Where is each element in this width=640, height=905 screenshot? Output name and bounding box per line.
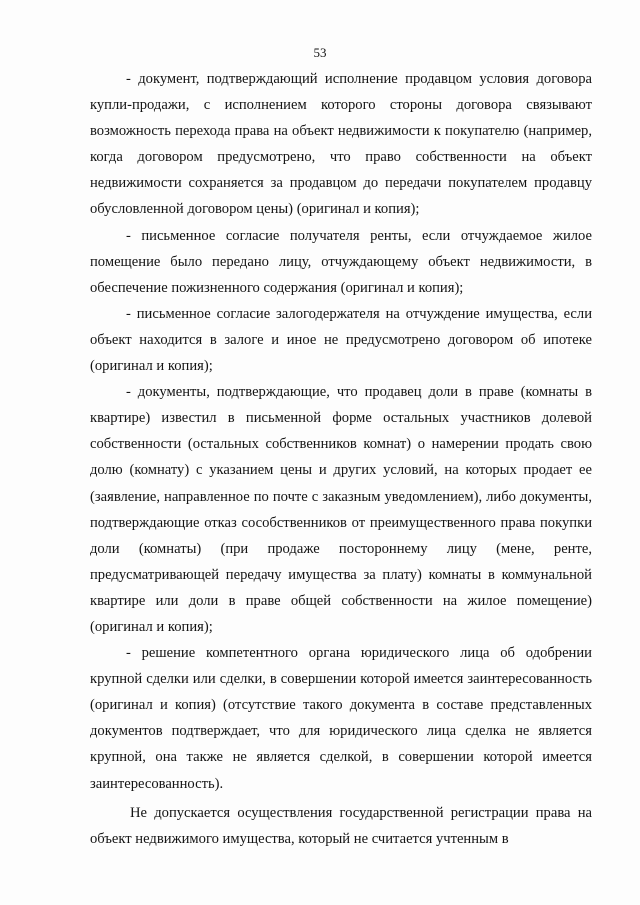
page-number: 53: [313, 45, 327, 60]
document-body: [90, 66, 592, 852]
paragraph-pledgee-consent: - письменное согласие залогодержателя на отчуждение имущества, если объект находится в залоге и иное не предусмотрено договором об ипотеке (оригинал и копия);: [90, 305, 592, 375]
paragraph-co-owner-notification: - документы, подтверждающие, что продавец доли в праве (комнаты в квартире) известил в письменной форме остальных участников долевой собственности (остальных собственников комнат) о намерении продать свою долю (комнату) с указанием цены и других условий, на которых продает ее (заявление, направленное по почте с заказным уведомлением), либо документы, подтверждающие отказ сособственников от преимущественного права покупки доли (комнаты) (при продаже постороннему лицу (мене, ренте, предусматривающей передачу имущества за плату) комнаты в коммунальной квартире или доли в праве общей собственности на жилое помещение) (оригинал и копия);: [90, 384, 592, 635]
paragraph-rent-recipient-consent: - письменное согласие получателя ренты, если отчуждаемое жилое помещение было передано лицу, отчуждающему объект недвижимости, в обеспечение пожизненного содержания (оригинал и копия);: [90, 227, 592, 296]
paragraph-registration-restriction: Не допускается осуществления государственной регистрации права на объект недвижимого имущества, который не считается учтенным в: [90, 804, 592, 847]
paragraph-major-transaction-approval: - решение компетентного органа юридического лица об одобрении крупной сделки или сделки, в совершении которой имеется заинтересованность (оригинал и копия) (отсутствие такого документа в составе представленных документов подтверждает, что для юридического лица сделка не является крупной, она также не является сделкой, в совершении которой имеется заинтересованность).: [90, 645, 592, 792]
paragraph-sale-condition-document: - документ, подтверждающий исполнение продавцом условия договора купли-продажи, с исполнением которого стороны договора связывают возможность перехода права на объект недвижимости к покупателю (например, когда договором предусмотрено, что право собственности на объект недвижимости сохраняется за продавцом до передачи покупателем продавцу обусловленной договором цены) (оригинал и копия);: [90, 71, 592, 218]
